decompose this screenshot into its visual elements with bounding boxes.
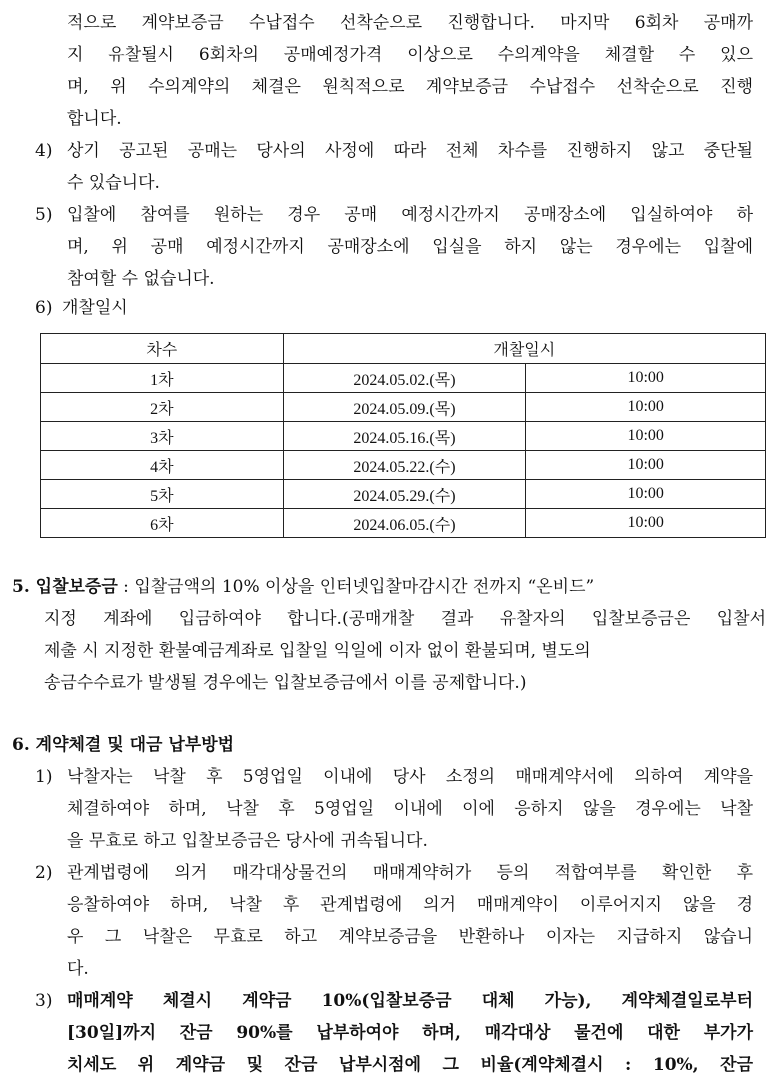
text-line: 을 무효로 하고 입찰보증금은 당사에 귀속됩니다. <box>67 831 428 851</box>
cell-round: 6차 <box>41 509 284 538</box>
item-number: 6) <box>35 298 53 318</box>
cell-round: 3차 <box>41 422 284 451</box>
section-6-heading: 6. 계약체결 및 대금 납부방법 <box>12 735 235 755</box>
cell-round: 2차 <box>41 393 284 422</box>
text-line: 적으로 계약보증금 수납접수 선착순으로 진행합니다. 마지막 6회차 공매까 <box>67 13 753 33</box>
text-line: 매매계약 체결시 계약금 10%(입찰보증금 대체 가능), 계약체결일로부터 <box>67 991 753 1011</box>
text-line: 지정 계좌에 입금하여야 합니다.(공매개찰 결과 유찰자의 입찰보증금은 입찰서 <box>44 609 766 629</box>
text-span: : 입찰금액의 10% 이상을 인터넷입찰마감시간 전까지 “온비드” <box>117 577 595 597</box>
cell-date: 2024.05.02.(목) <box>283 364 526 393</box>
item-number: 2) <box>35 863 53 883</box>
text-line: 수 있습니다. <box>67 173 160 193</box>
item-number: 4) <box>35 141 53 161</box>
table-header-row <box>41 334 766 364</box>
text-line: 지 유찰될시 6회차의 공매예정가격 이상으로 수의계약을 체결할 수 있으 <box>67 45 753 65</box>
text-line: 다. <box>67 959 89 979</box>
cell-time: 10:00 <box>526 509 766 538</box>
text-line: 상기 공고된 공매는 당사의 사정에 따라 전체 차수를 진행하지 않고 중단될 <box>67 141 753 161</box>
text-line: 응찰하여야 하며, 낙찰 후 관계법령에 의거 매매계약이 이루어지지 않을 경 <box>67 895 753 915</box>
text-line: 입찰에 참여를 원하는 경우 공매 예정시간까지 공매장소에 입실하여야 하 <box>67 205 753 225</box>
cell-time: 10:00 <box>526 422 766 451</box>
cell-date: 2024.05.16.(목) <box>283 422 526 451</box>
text-line: 합니다. <box>67 109 122 129</box>
table-row <box>41 422 766 451</box>
item-number: 5) <box>35 205 53 225</box>
cell-time: 10:00 <box>526 451 766 480</box>
cell-date: 2024.05.09.(목) <box>283 393 526 422</box>
text-line: 송금수수료가 발생될 경우에는 입찰보증금에서 이를 공제합니다.) <box>44 673 527 693</box>
text-line: 관계법령에 의거 매각대상물건의 매매계약허가 등의 적합여부를 확인한 후 <box>67 863 753 883</box>
schedule-table <box>40 333 766 538</box>
section-5-heading: 5. 입찰보증금 <box>12 577 118 597</box>
cell-date: 2024.06.05.(수) <box>283 509 526 538</box>
table-row <box>41 509 766 538</box>
text-line: 며, 위 수의계약의 체결은 원칙적으로 계약보증금 수납접수 선착순으로 진행 <box>67 77 753 97</box>
item-label: 개찰일시 <box>62 298 128 318</box>
cell-round: 4차 <box>41 451 284 480</box>
text-line: [30일]까지 잔금 90%를 납부하여야 하며, 매각대상 물건에 대한 부가가 <box>67 1023 753 1043</box>
table-row <box>41 451 766 480</box>
table-row <box>41 480 766 509</box>
text-line: 며, 위 공매 예정시간까지 공매장소에 입실을 하지 않는 경우에는 입찰에 <box>67 237 753 257</box>
header-round: 차수 <box>41 334 284 364</box>
cell-time: 10:00 <box>526 480 766 509</box>
text-line: 제출 시 지정한 환불예금계좌로 입찰일 익일에 이자 없이 환불되며, 별도의 <box>44 641 591 661</box>
cell-round: 5차 <box>41 480 284 509</box>
cell-time: 10:00 <box>526 364 766 393</box>
text-line: 체결하여야 하며, 낙찰 후 5영업일 이내에 이에 응하지 않을 경우에는 낙찰 <box>67 799 753 819</box>
section-5-first-line <box>12 576 594 598</box>
cell-round: 1차 <box>41 364 284 393</box>
table-row <box>41 364 766 393</box>
item-number: 3) <box>35 991 53 1011</box>
item-number: 1) <box>35 767 53 787</box>
header-datetime: 개찰일시 <box>283 334 765 364</box>
cell-date: 2024.05.29.(수) <box>283 480 526 509</box>
cell-date: 2024.05.22.(수) <box>283 451 526 480</box>
text-line: 낙찰자는 낙찰 후 5영업일 이내에 당사 소정의 매매계약서에 의하여 계약을 <box>67 767 753 787</box>
text-line: 우 그 낙찰은 무효로 하고 계약보증금을 반환하나 이자는 지급하지 않습니 <box>67 927 753 947</box>
text-line: 치세도 위 계약금 및 잔금 납부시점에 그 비율(계약체결시 : 10%, 잔금 <box>67 1055 753 1075</box>
table-row <box>41 393 766 422</box>
text-line: 참여할 수 없습니다. <box>67 269 215 289</box>
cell-time: 10:00 <box>526 393 766 422</box>
